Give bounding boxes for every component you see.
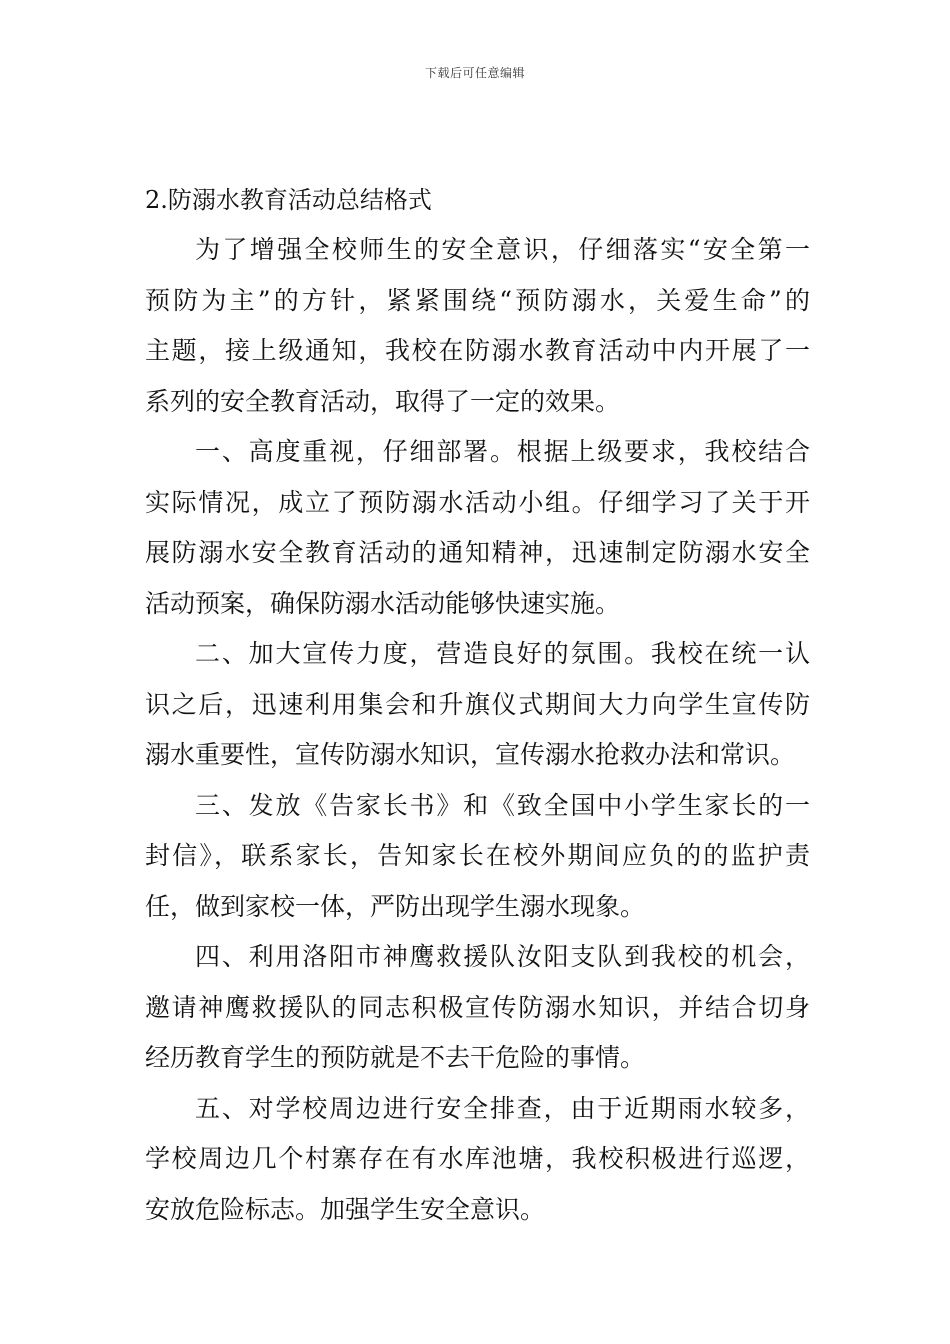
paragraph-line: 学校周边几个村寨存在有水库池塘，我校积极进行巡逻， [145, 1144, 810, 1173]
paragraph-line: 识之后，迅速利用集会和升旗仪式期间大力向学生宣传防 [145, 689, 810, 719]
paragraph-line: 任，做到家校一体，严防出现学生溺水现象。 [145, 891, 646, 921]
paragraph-line: 一、高度重视，仔细部署。根据上级要求，我校结合 [195, 437, 810, 466]
paragraph-section-5 [145, 1084, 810, 1236]
document-title: 2.防溺水教育活动总结格式 [145, 186, 432, 214]
paragraph-line: 预防为主”的方针，紧紧围绕“预防溺水，关爱生命”的 [145, 285, 810, 315]
paragraph-line: 封信》，联系家长，告知家长在校外期间应负的的监护责 [145, 841, 810, 870]
paragraph-section-3 [145, 781, 810, 933]
paragraph-line: 四、利用洛阳市神鹰救援队汝阳支队到我校的机会， [195, 942, 810, 971]
paragraph-line: 展防溺水安全教育活动的通知精神，迅速制定防溺水安全 [145, 538, 810, 567]
paragraph-line: 邀请神鹰救援队的同志积极宣传防溺水知识，并结合切身 [145, 992, 810, 1022]
paragraph-section-4 [145, 932, 810, 1084]
paragraph-line: 系列的安全教育活动，取得了一定的效果。 [145, 386, 621, 416]
paragraph-line: 经历教育学生的预防就是不去干危险的事情。 [145, 1043, 646, 1072]
paragraph-line: 实际情况，成立了预防溺水活动小组。仔细学习了关于开 [145, 487, 810, 517]
paragraph-line: 二、加大宣传力度，营造良好的氛围。我校在统一认 [195, 639, 810, 668]
paragraph-line: 为了增强全校师生的安全意识，仔细落实“安全第一 [195, 235, 810, 264]
paragraph-intro [145, 225, 810, 427]
paragraph-line: 活动预案，确保防溺水活动能够快速实施。 [145, 588, 621, 618]
header-note: 下载后可任意编辑 [424, 66, 525, 80]
paragraph-line: 安放危险标志。加强学生安全意识。 [145, 1194, 546, 1224]
paragraph-line: 主题，接上级通知，我校在防溺水教育活动中内开展了一 [145, 336, 810, 365]
paragraph-line: 三、发放《告家长书》和《致全国中小学生家长的一 [195, 790, 810, 820]
document-body [145, 175, 810, 1235]
paragraph-section-1 [145, 427, 810, 629]
paragraph-section-2 [145, 629, 810, 781]
paragraph-line: 溺水重要性，宣传防溺水知识，宣传溺水抢救办法和常识。 [145, 740, 796, 769]
paragraph-line: 五、对学校周边进行安全排查，由于近期雨水较多， [195, 1093, 810, 1123]
